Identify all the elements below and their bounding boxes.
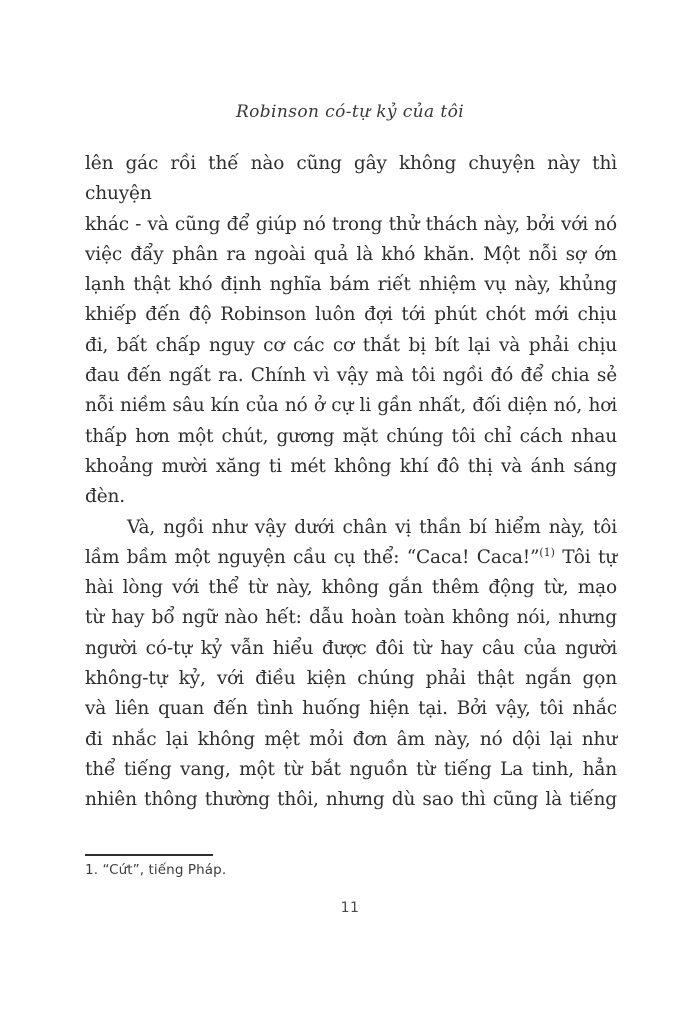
body-line-segment: Tôi tự — [554, 546, 617, 568]
body-line: lên gác rồi thế nào cũng gây không chuyện này thì chuyện — [85, 153, 617, 205]
running-header: Robinson có-tự kỷ của tôi — [235, 102, 465, 122]
body-line: lạnh thật khó định nghĩa bám riết nhiệm vụ này, khủng — [85, 274, 617, 296]
body-line: người có-tự kỷ vẫn hiểu được đôi từ hay câu của người — [85, 637, 617, 659]
body-line: và liên quan đến tình huống hiện tại. Bởi vậy, tôi nhắc — [85, 698, 617, 720]
footnote-divider — [85, 854, 213, 856]
body-line: nhiên thông thường thôi, nhưng dù sao thì cũng là tiếng — [85, 789, 617, 811]
body-line: đi nhắc lại không mệt mỏi đơn âm này, nó dội lại như — [85, 728, 617, 750]
body-line: việc đẩy phân ra ngoài quả là khó khăn. Một nỗi sợ ớn — [85, 243, 617, 265]
body-line: từ hay bổ ngữ nào hết: dẫu hoàn toàn không nói, nhưng — [85, 607, 617, 629]
body-line: hài lòng với thể từ này, không gắn thêm động từ, mạo — [85, 577, 617, 599]
body-line: thể tiếng vang, một từ bắt nguồn từ tiếng La tinh, hẳn — [85, 758, 617, 780]
body-line: thấp hơn một chút, gương mặt chúng tôi chỉ cách nhau — [85, 425, 617, 447]
footnote-text: 1. “Cứt”, tiếng Pháp. — [85, 862, 227, 878]
body-line: đau đến ngất ra. Chính vì vậy mà tôi ngồi đó để chia sẻ — [85, 365, 617, 387]
body-line: khác - và cũng để giúp nó trong thử thách này, bởi với nó — [85, 213, 617, 235]
body-line-paragraph-end: đèn. — [85, 486, 125, 508]
body-line-with-footnote-ref — [85, 543, 617, 573]
page-number: 11 — [340, 900, 360, 916]
body-line: không-tự kỷ, với điều kiện chúng phải thật ngắn gọn — [85, 668, 617, 690]
body-text — [85, 149, 617, 816]
body-line: nỗi niềm sâu kín của nó ở cự li gần nhất, đối diện nó, hơi — [85, 395, 617, 417]
body-line-paragraph-start: Và, ngồi như vậy dưới chân vị thần bí hiểm này, tôi — [127, 516, 617, 538]
body-line-segment: lầm bầm một nguyện cầu cụ thể: “Caca! Caca!” — [85, 546, 540, 568]
body-line: đi, bất chấp nguy cơ các cơ thắt bị bít lại và phải chịu — [85, 334, 617, 356]
body-line: khoảng mười xăng ti mét không khí đô thị và ánh sáng — [85, 455, 617, 477]
body-line: khiếp đến độ Robinson luôn đợi tới phút chót mới chịu — [85, 304, 617, 326]
footnote-marker: (1) — [539, 545, 555, 559]
